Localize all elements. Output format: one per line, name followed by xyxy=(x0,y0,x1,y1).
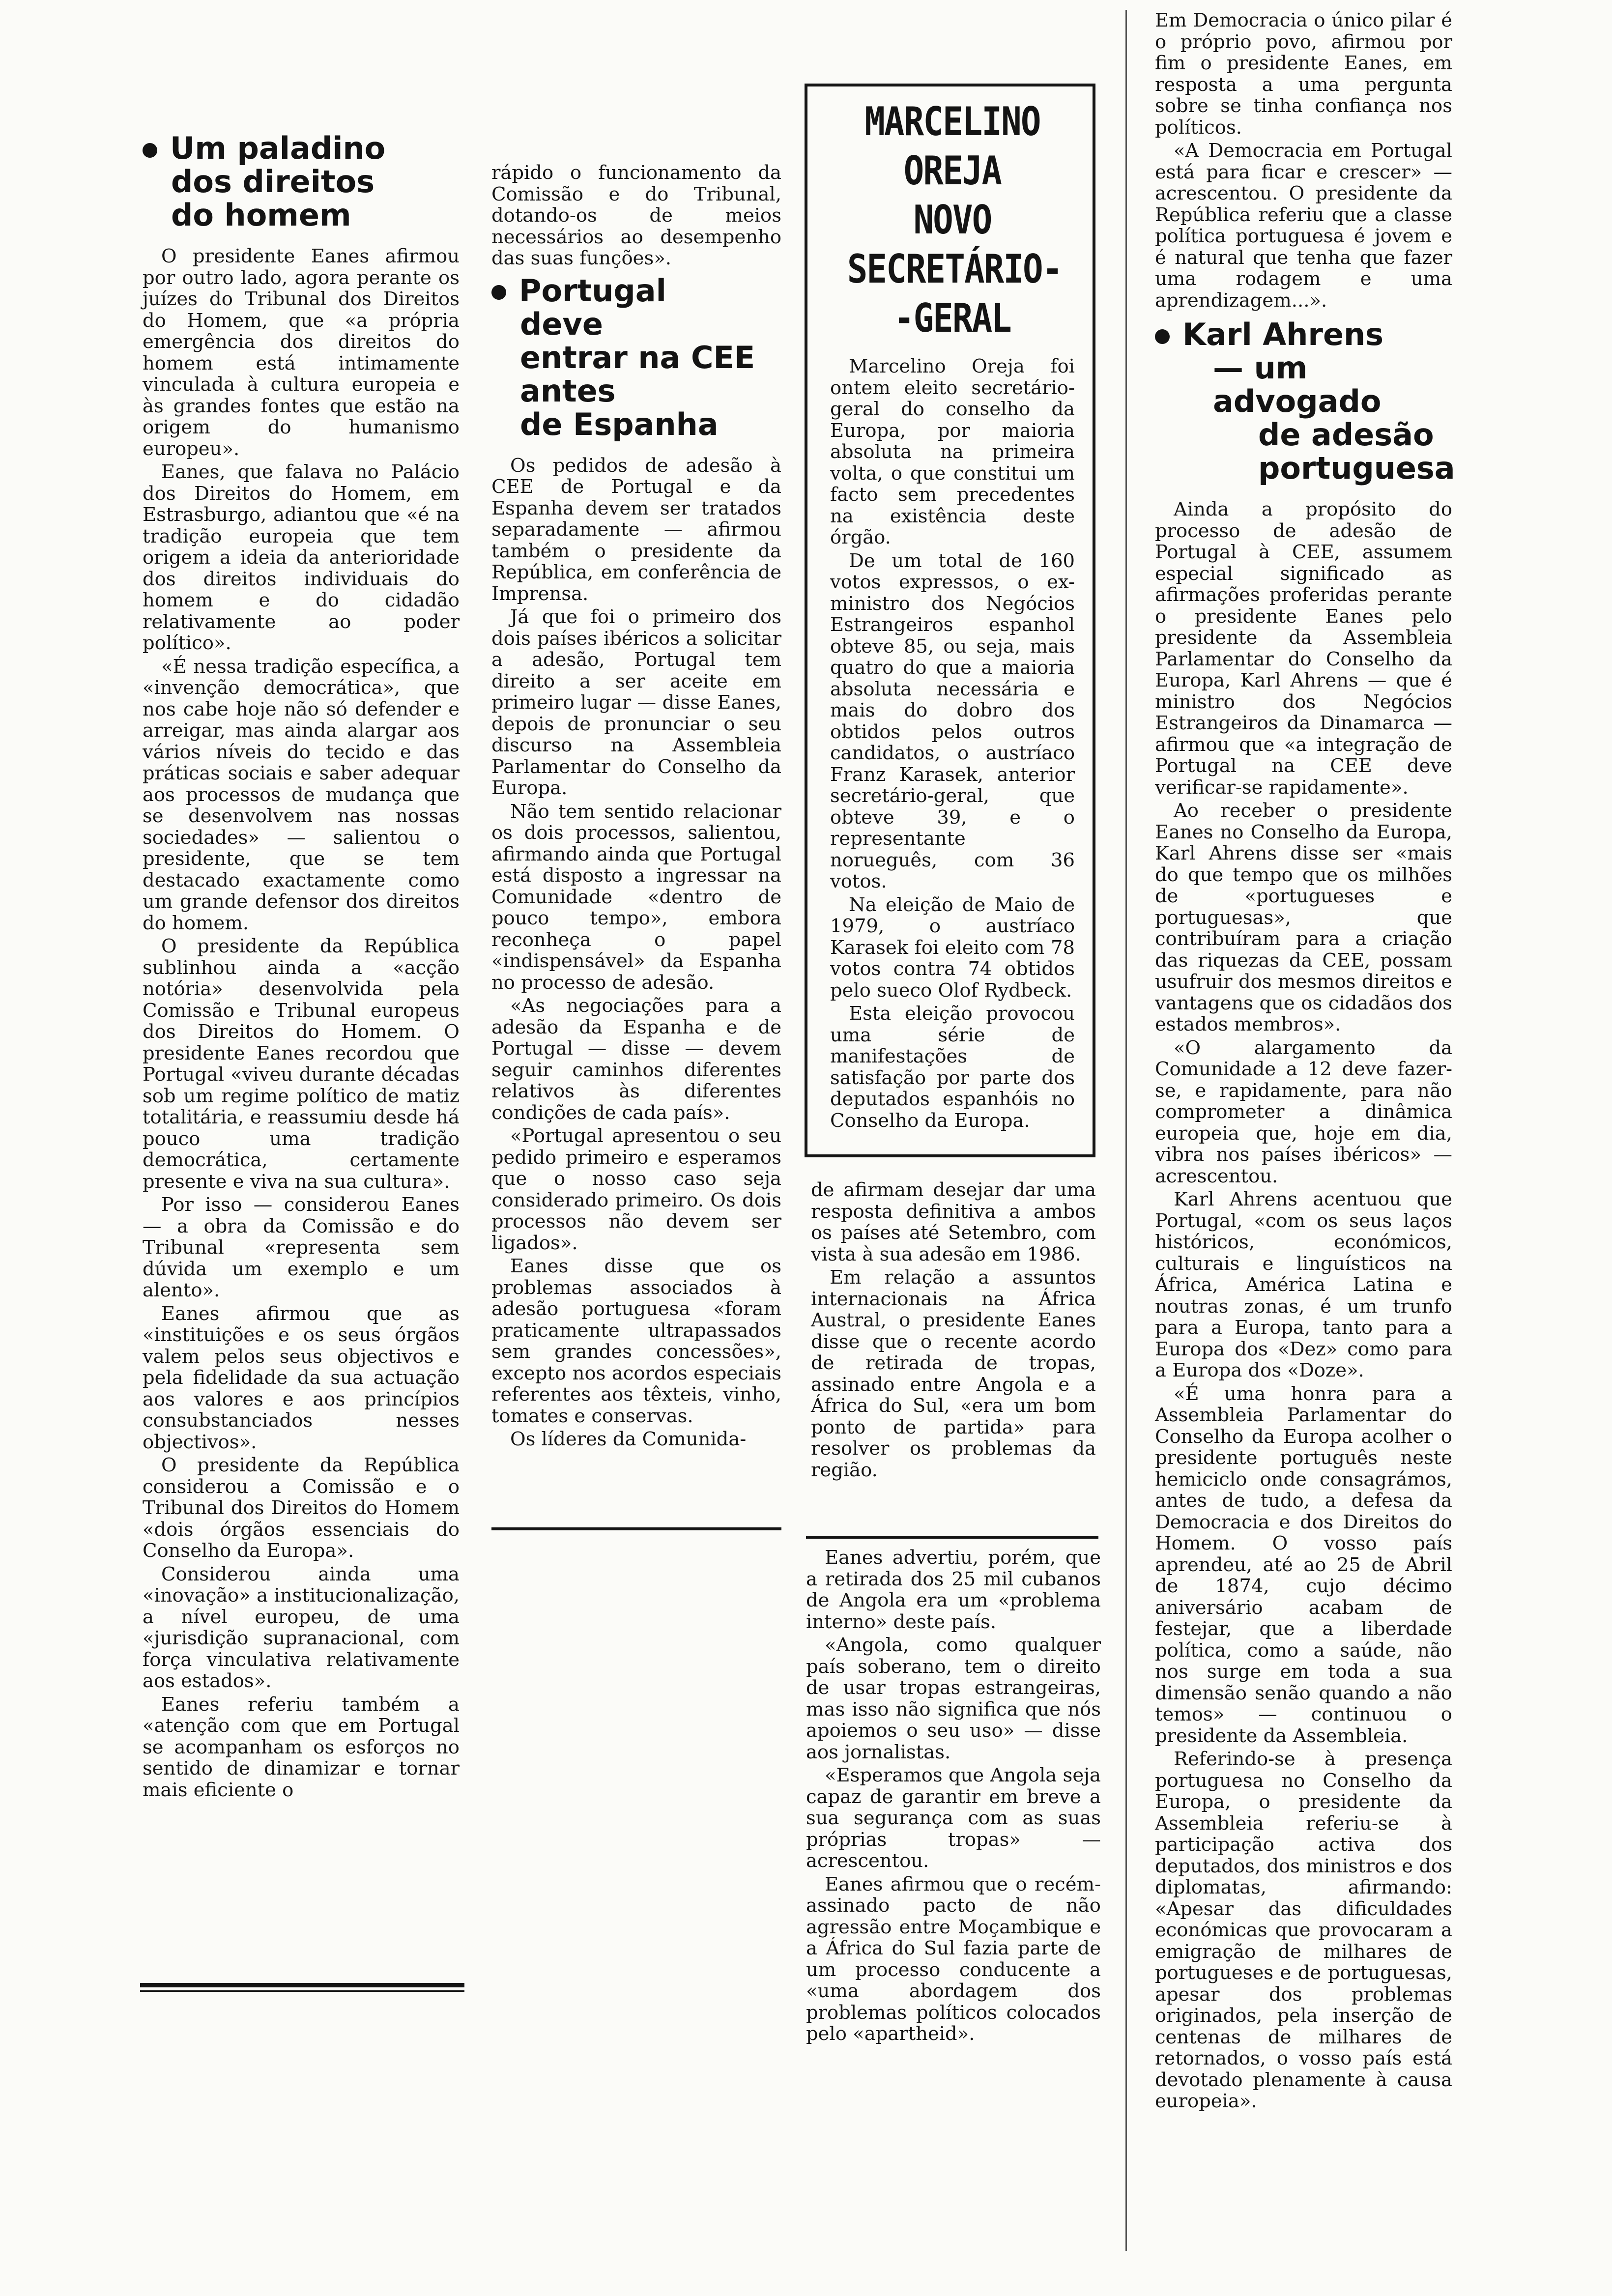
paragraph: O presidente da República sublinhou ainda a «acção notória» desenvolvida pela Comissão e Tribunal europeus dos Direitos do Homem. O presidente Eanes recordou que Portugal «viveu durante décadas sob um regime político de matiz totalitária, e reassumiu desde há pouco uma tradição democrática, certamente presente e viva na sua cultura». xyxy=(143,935,460,1193)
paragraph: Eanes afirmou que o recém-assinado pacto de não agressão entre Moçambique e a África do Sul fazia parte de um processo conducente a «uma abordagem dos problemas políticos colocados pelo «apartheid». xyxy=(806,1873,1101,2045)
column-1-bottom-rule-thin xyxy=(140,1990,464,1992)
paragraph: Ainda a propósito do processo de adesão de Portugal à CEE, assumem especial significado as afirmações proferidas perante o presidente Eanes pelo presidente da Assembleia Parlamentar do Conselho da Europa, Karl Ahrens — que é ministro dos Negócios Estrangeiros da Dinamarca — afirmou que «a integração de Portugal na CEE deve verificar-se rapidamente». xyxy=(1155,498,1452,799)
column-1 xyxy=(143,132,460,1803)
box-body xyxy=(830,356,1075,1131)
paragraph: Na eleição de Maio de 1979, o austríaco Karasek foi eleito com 78 votos contra 74 obtidos pelo sueco Olof Rydbeck. xyxy=(830,893,1075,1002)
paragraph: «Angola, como qualquer país soberano, tem o direito de usar tropas estrangeiras, mas isso não significa que nós apoiemos o seu uso» — disse aos jornalistas. xyxy=(806,1634,1101,1763)
bullet-icon xyxy=(491,285,506,300)
paragraph: «É uma honra para a Assembleia Parlamentar do Conselho da Europa acolher o presidente português neste hemiciclo onde consagrámos, antes de tudo, a defesa da Democracia e dos Direitos do Homem. O vosso país aprendeu, até ao 25 de Abril de 1874, cujo décimo aniversário acabam de festejar, que a liberdade política, como a saúde, não nos surge em toda a sua dimensão senão quando a não temos» — continuou o presidente da Assembleia. xyxy=(1155,1382,1452,1747)
paragraph: Por isso — considerou Eanes — a obra da Comissão e do Tribunal «representa sem dúvida um exemplo e um alento». xyxy=(143,1194,460,1301)
paragraph: Eanes disse que os problemas associados à adesão portuguesa «foram praticamente ultrapassados sem grandes concessões», excepto nos acordos especiais referentes aos têxteis, vinho, tomates e conservas. xyxy=(491,1255,781,1427)
paragraph: «Portugal apresentou o seu pedido primeiro e esperamos que o nosso caso seja considerado primeiro. Os dois processos não devem ser ligados». xyxy=(491,1125,781,1254)
paragraph: Referindo-se à presença portuguesa no Conselho da Europa, o presidente da Assembleia referiu-se à participação activa dos deputados, dos ministros e dos diplomatas, afirmando: «Apesar das dificuldades económicas que provocaram a emigração de milhares de portugueses e de portuguesas, apesar dos problemas originados, pela inserção de centenas de milhares de retornados, o vosso país está devotado plenamente à causa europeia». xyxy=(1155,1748,1452,2112)
column-divider xyxy=(1125,10,1127,2251)
paragraph: Já que foi o primeiro dos dois países ibéricos a solicitar a adesão, Portugal tem direito a ser aceite em primeiro lugar — disse Eanes, depois de pronunciar o seu discurso na Assembleia Parlamentar do Conselho da Europa. xyxy=(491,606,781,799)
paragraph: Marcelino Oreja foi ontem eleito secretário-geral do conselho da Europa, por maioria absoluta na primeira volta, o que constitui um facto sem precedentes na existência deste órgão. xyxy=(830,355,1075,548)
boxed-article xyxy=(805,84,1095,1157)
bullet-icon xyxy=(1155,329,1170,344)
paragraph: «É nessa tradição específica, a «invenção democrática», que nos cabe hoje não só defender e arreigar, mas ainda alargar aos vários níveis do tecido e das práticas sociais e saber adequar aos processos de mudança que se desenvolvem nas nossas sociedades» — salientou o presidente, que se tem destacado exactamente como um grande defensor dos direitos do homem. xyxy=(143,655,460,934)
paragraph: O presidente da República considerou a Comissão e o Tribunal dos Direitos do Homem «dois órgãos essenciais do Conselho da Europa». xyxy=(143,1454,460,1562)
paragraph: Os pedidos de adesão à CEE de Portugal e da Espanha devem ser tratados separadamente — afirmou também o presidente da República, em conferência de Imprensa. xyxy=(491,454,781,605)
column-1-bottom-rule xyxy=(140,1983,464,1987)
bullet-icon xyxy=(143,143,157,158)
paragraph: Karl Ahrens acentuou que Portugal, «com os seus laços históricos, económicos, culturais e linguísticos na África, América Latina e noutras zonas, é um trunfo para a Europa, tanto para a Europa dos «Dez» como para a Europa dos «Doze». xyxy=(1155,1188,1452,1381)
paragraph: Eanes referiu também a «atenção com que em Portugal se acompanham os esforços no sentido de dinamizar e tornar mais eficiente o xyxy=(143,1693,460,1801)
paragraph: Em relação a assuntos internacionais na África Austral, o presidente Eanes disse que o recente acordo de retirada de tropas, assinado entre Angola e a África do Sul, «era um bom ponto de partida» para resolver os problemas da região. xyxy=(811,1266,1096,1481)
headline-paladino: Um paladino dos direitos do homem xyxy=(143,132,460,232)
paragraph-continuation: rápido o funcionamento da Comissão e do Tribunal, dotando-os de meios necessários ao desempenho das suas funções». xyxy=(491,162,781,269)
column-4 xyxy=(1155,9,1455,2114)
column-2-bottom-rule xyxy=(491,1527,781,1530)
paragraph: Considerou ainda uma «inovação» a institucionalização, a nível europeu, de uma «jurisdição supranacional, com força vinculativa relativamente aos estados». xyxy=(143,1563,460,1692)
column-3-lower xyxy=(806,1547,1101,2047)
paragraph: Os líderes da Comunida- xyxy=(510,1428,747,1450)
paragraph: Eanes advertiu, porém, que a retirada dos 25 mil cubanos de Angola era um «problema interno» deste país. xyxy=(806,1547,1101,1633)
paragraph: Eanes, que falava no Palácio dos Direitos do Homem, em Estrasburgo, adiantou que «é na tradição europeia que tem origem a ideia da anterioridade dos direitos individuais do homem e do cidadão relativamente ao poder político». xyxy=(143,461,460,654)
paragraph: Esta eleição provocou uma série de manifestações de satisfação por parte dos deputados espanhóis no Conselho da Europa. xyxy=(830,1003,1075,1132)
paragraph: «A Democracia em Portugal está para ficar e crescer» — acrescentou. O presidente da República referiu que a classe política portuguesa é jovem e é natural que tenha que fazer uma rodagem e uma aprendizagem...». xyxy=(1155,140,1452,312)
paragraph-continuation: Em Democracia o único pilar é o próprio povo, afirmou por fim o presidente Eanes, em resposta a uma pergunta sobre se tinha confiança nos políticos. xyxy=(1155,9,1452,139)
paragraph: De um total de 160 votos expressos, o ex-ministro dos Negócios Estrangeiros espanhol obteve 85, ou seja, mais quatro do que a maioria absoluta necessária e mais do dobro dos obtidos pelos outros candidatos, o austríaco Franz Karasek, anterior secretário-geral, que obteve 39, e o representante norueguês, com 36 votos. xyxy=(830,549,1075,892)
headline-portugal-cee: Portugal deve entrar na CEE antes de Espanha xyxy=(491,274,781,441)
column-3-mid-rule xyxy=(806,1536,1098,1539)
paragraph: «Esperamos que Angola seja capaz de garantir em breve a sua segurança com as suas próprias tropas» — acrescentou. xyxy=(806,1764,1101,1872)
paragraph: «O alargamento da Comunidade a 12 deve fazer-se, e rapidamente, para não comprometer a dinâmica europeia que, hoje em dia, vibra nos países ibéricos» — acrescentou. xyxy=(1155,1036,1452,1187)
column-2 xyxy=(491,162,781,1452)
paragraph: Não tem sentido relacionar os dois processos, salientou, afirmando ainda que Portugal está disposto a ingressar na Comunidade «dentro de pouco tempo», embora reconheça o papel «indispensável» da Espanha no processo de adesão. xyxy=(491,800,781,994)
column-3-below-box xyxy=(811,1179,1096,1483)
paragraph: Eanes afirmou que as «instituições e os seus órgãos valem pelos seus objectivos e pela fidelidade da sua actuação aos valores e aos princípios consubstanciados nesses objectivos». xyxy=(143,1302,460,1453)
paragraph: O presidente Eanes afirmou por outro lado, agora perante os juízes do Tribunal dos Direitos do Homem, que «a própria emergência dos direitos do homem está intimamente vinculada à cultura europeia e às grandes fontes que estão na origem do humanismo europeu». xyxy=(143,245,460,460)
headline-karl-ahrens: Karl Ahrens — um advogado de adesão portuguesa xyxy=(1155,318,1452,485)
paragraph: Ao receber o presidente Eanes no Conselho da Europa, Karl Ahrens disse ser «mais do que tempo que os milhões de «portugueses e portuguesas», que contribuíram para a criação das riquezas da CEE, possam usufruir dos mesmos direitos e vantagens que os cidadãos dos estados membros». xyxy=(1155,800,1452,1035)
paragraph: «As negociações para a adesão da Espanha e de Portugal — disse — devem seguir caminhos diferentes relativos às diferentes condições de cada país». xyxy=(491,995,781,1124)
headline-marcelino-oreja: MARCELINO OREJA NOVO SECRETÁRIO- -GERAL xyxy=(847,99,1062,341)
paragraph-continuation: de afirmam desejar dar uma resposta definitiva a ambos os países até Setembro, com vista à sua adesão em 1986. xyxy=(811,1179,1096,1265)
